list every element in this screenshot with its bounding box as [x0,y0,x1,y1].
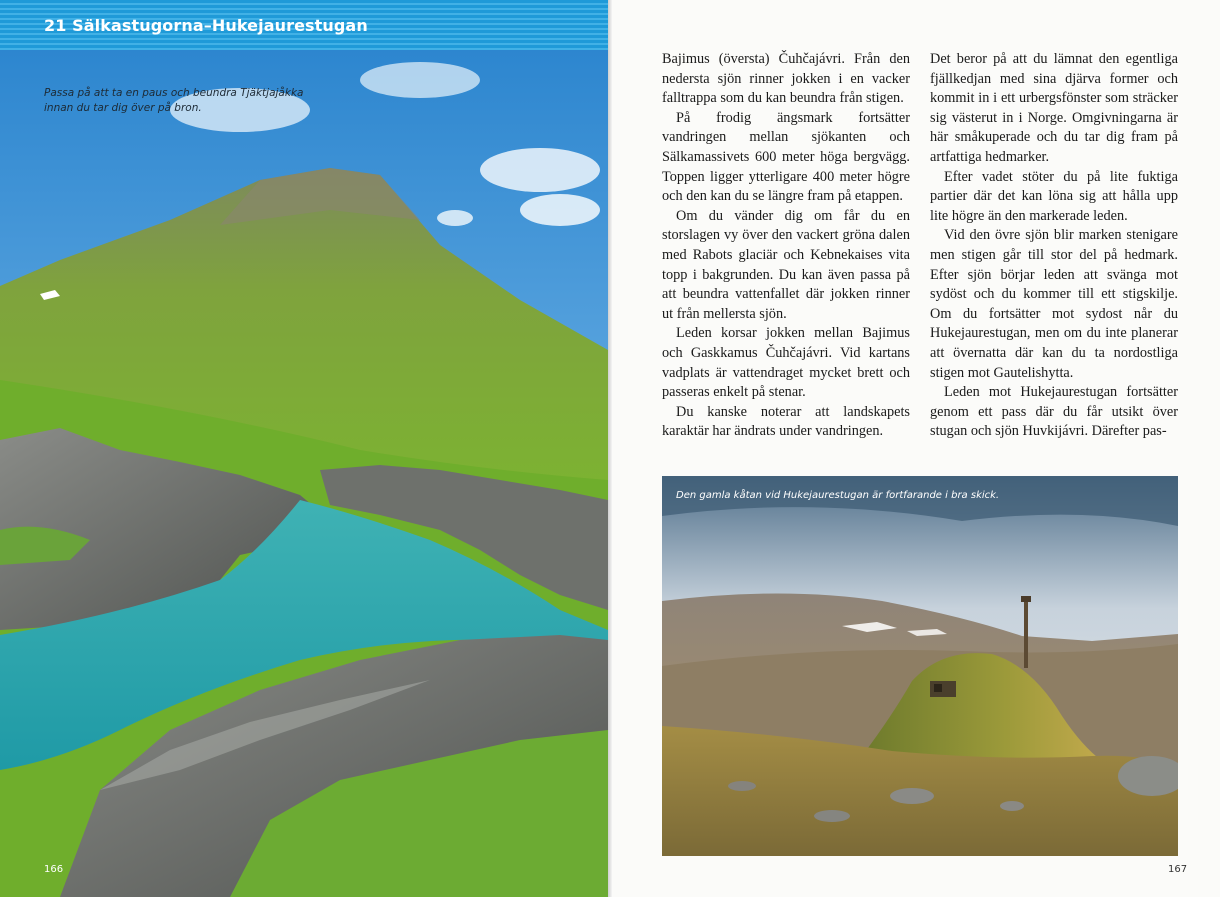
paragraph: På frodig ängsmark fortsätter vandringen mellan sjökanten och Sälkamassivets 600 meter höga bergvägg. Toppen ligger ytterligare 400 meter högre och den kan du se längre fram på etappen. [662,109,910,205]
paragraph: Bajimus (översta) Čuhčajávri. Från den nedersta sjön rinner jokken i en vacker falltrappa som du kan beundra från stigen. [662,51,910,107]
text-column-1 [662,50,910,442]
right-photo-caption: Den gamla kåtan vid Hukejaurestugan är fortfarande i bra skick. [676,490,1000,501]
chapter-title: 21 Sälkastugorna–Hukejaurestugan [44,15,368,35]
right-page [612,0,1220,897]
paragraph: Efter vadet stöter du på lite fuktiga partier där det kan löna sig att hålla upp lite högre än den markerade leden. [930,168,1178,224]
chapter-header-bar [0,0,608,50]
left-page [0,0,608,897]
left-photo-caption: Passa på att ta en paus och beundra Tjäktjajåkka innan du tar dig över på bron. [44,87,304,114]
paragraph: Vid den övre sjön blir marken stenigare men stigen går till stor del på hedmark. Efter sjön börjar leden att svänga mot sydöst och du kommer till ett stigskilje. Om du fortsätter mot sydost når du Hukejaurestugan, men om du inte planerar att övernatta där kan du ta nordostliga stigen mot Gautelishytta. [930,227,1178,381]
text-column-2 [930,50,1178,442]
page-number-right: 167 [1168,864,1188,875]
mountain-river-photo [0,50,608,897]
paragraph: Det beror på att du lämnat den egentliga fjällkedjan med sina djärva former och kommit in i ett urbergsfönster som sträcker sig västerut in i Norge. Omgivningarna är här småkuperade och du tar dig fram på artfattiga hedmarker. [930,51,1178,165]
paragraph: Leden mot Hukejaurestugan fortsätter genom ett pass där du får utsikt över stugan och sjön Huvkijávri. Därefter pas- [930,384,1178,440]
turf-hut-photo [662,476,1178,856]
paragraph: Du kanske noterar att landskapets karaktär har ändrats under vandringen. [662,403,910,440]
paragraph: Leden korsar jokken mellan Bajimus och Gaskkamus Čuhčajávri. Vid kartans vadplats är vattendraget mycket brett och passeras enkelt på stenar. [662,325,910,401]
paragraph: Om du vänder dig om får du en storslagen vy över den vackert gröna dalen med Rabots glaciär och Kebnekaises vita topp i bakgrunden. Du kan även passa på att beundra vattenfallet där jokken rinner ut från mellersta sjön. [662,207,910,322]
page-number-left: 166 [44,864,64,875]
